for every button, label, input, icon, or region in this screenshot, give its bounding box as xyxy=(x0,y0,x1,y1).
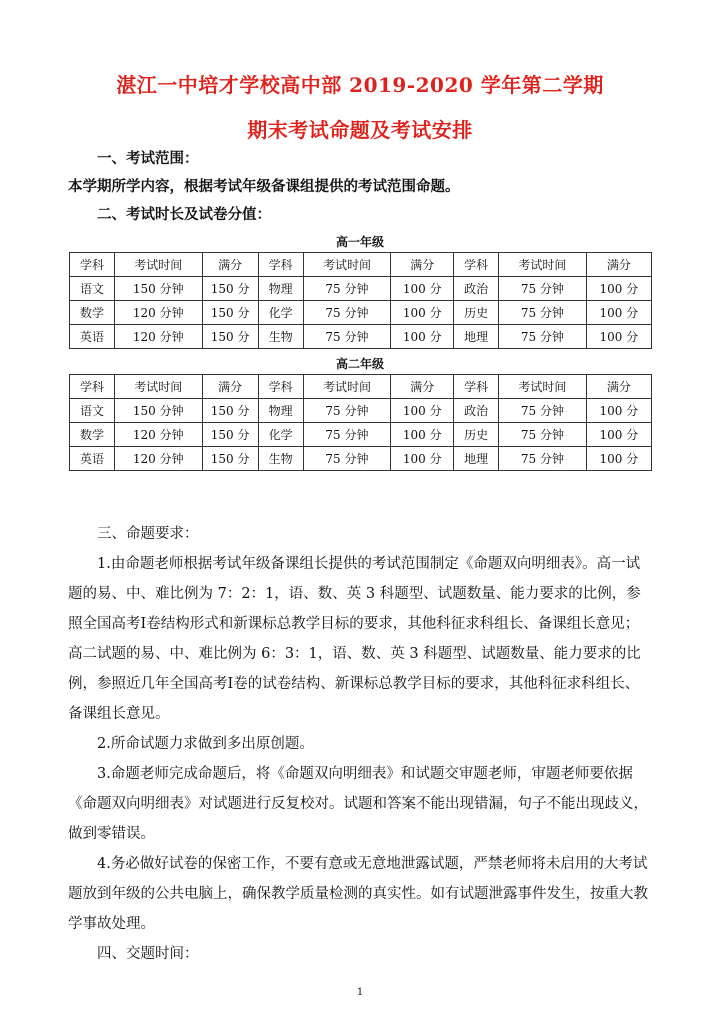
table-cell: 100 分 xyxy=(391,399,454,423)
table-cell: 75 分钟 xyxy=(499,301,587,325)
section-heading-requirements: 三、命题要求： xyxy=(97,526,199,542)
table-cell: 150 分 xyxy=(202,399,258,423)
table-cell: 100 分 xyxy=(586,325,651,349)
table-header-row xyxy=(70,375,652,399)
table-cell: 150 分钟 xyxy=(114,277,202,301)
requirement-item-3: 3.命题老师完成命题后，将《命题双向明细表》和试题交审题老师，审题老师要依据《命题双向明细表》对试题进行反复校对。试题和答案不能出现错漏，句子不能出现歧义，做到零错误。 xyxy=(68,766,648,842)
table-cell: 75 分钟 xyxy=(499,325,587,349)
table-cell: 100 分 xyxy=(391,423,454,447)
table-header-cell: 考试时间 xyxy=(303,375,391,399)
table-cell: 75 分钟 xyxy=(303,277,391,301)
table-cell: 生物 xyxy=(258,447,303,471)
table-cell: 语文 xyxy=(70,399,115,423)
table-cell: 75 分钟 xyxy=(499,423,587,447)
table-header-cell: 考试时间 xyxy=(303,253,391,277)
table-cell: 物理 xyxy=(258,399,303,423)
table-header-cell: 满分 xyxy=(391,253,454,277)
table-cell: 地理 xyxy=(454,325,499,349)
table-header-cell: 学科 xyxy=(70,375,115,399)
table-cell: 数学 xyxy=(70,301,115,325)
table-header-cell: 满分 xyxy=(586,253,651,277)
table-cell: 120 分钟 xyxy=(114,325,202,349)
exam-table-grade2 xyxy=(69,374,652,471)
table-cell: 120 分钟 xyxy=(114,447,202,471)
table-cell: 75 分钟 xyxy=(303,447,391,471)
table-row xyxy=(70,301,652,325)
table-cell: 100 分 xyxy=(586,301,651,325)
scope-text: 本学期所学内容，根据考试年级备课组提供的考试范围命题。 xyxy=(68,178,460,195)
page-number: 1 xyxy=(356,987,364,998)
table-cell: 100 分 xyxy=(391,325,454,349)
document-title: 湛江一中培才学校高中部 2019-2020 学年第二学期 xyxy=(116,73,604,97)
table-cell: 100 分 xyxy=(391,301,454,325)
table-row xyxy=(70,447,652,471)
table-header-cell: 考试时间 xyxy=(499,375,587,399)
table-cell: 化学 xyxy=(258,301,303,325)
table-cell: 历史 xyxy=(454,423,499,447)
table-cell: 120 分钟 xyxy=(114,301,202,325)
section-heading-scope: 一、考试范围： xyxy=(97,150,199,167)
table-cell: 75 分钟 xyxy=(303,399,391,423)
table-row xyxy=(70,277,652,301)
table-header-cell: 学科 xyxy=(454,375,499,399)
table-cell: 100 分 xyxy=(586,447,651,471)
requirement-item-4: 4.务必做好试卷的保密工作，不要有意或无意地泄露试题，严禁老师将未启用的大考试题放到年级的公共电脑上，确保教学质量检测的真实性。如有试题泄露事件发生，按重大教学事故处理。 xyxy=(68,856,648,932)
table-header-cell: 满分 xyxy=(202,253,258,277)
table-cell: 化学 xyxy=(258,423,303,447)
table-header-cell: 考试时间 xyxy=(114,375,202,399)
table-cell: 150 分 xyxy=(202,447,258,471)
exam-table-grade1 xyxy=(69,252,652,349)
table-header-cell: 学科 xyxy=(258,375,303,399)
table-cell: 政治 xyxy=(454,399,499,423)
table-cell: 75 分钟 xyxy=(499,399,587,423)
table-cell: 100 分 xyxy=(586,277,651,301)
table-cell: 地理 xyxy=(454,447,499,471)
table-cell: 100 分 xyxy=(586,423,651,447)
section-heading-duration: 二、考试时长及试卷分值： xyxy=(97,206,271,223)
table-cell: 英语 xyxy=(70,325,115,349)
table-cell: 75 分钟 xyxy=(303,423,391,447)
table-cell: 120 分钟 xyxy=(114,423,202,447)
table-cell: 数学 xyxy=(70,423,115,447)
table-cell: 英语 xyxy=(70,447,115,471)
section-heading-submission: 四、交题时间： xyxy=(97,946,199,962)
table-cell: 100 分 xyxy=(586,399,651,423)
table-row xyxy=(70,423,652,447)
table-cell: 150 分 xyxy=(202,423,258,447)
table-cell: 政治 xyxy=(454,277,499,301)
table-cell: 100 分 xyxy=(391,277,454,301)
table-header-cell: 考试时间 xyxy=(114,253,202,277)
table-header-cell: 学科 xyxy=(258,253,303,277)
table-cell: 150 分 xyxy=(202,277,258,301)
table-cell: 150 分 xyxy=(202,325,258,349)
table-cell: 历史 xyxy=(454,301,499,325)
table-row xyxy=(70,325,652,349)
table-header-cell: 满分 xyxy=(391,375,454,399)
table-header-cell: 考试时间 xyxy=(499,253,587,277)
table-cell: 生物 xyxy=(258,325,303,349)
table-cell: 语文 xyxy=(70,277,115,301)
table-cell: 100 分 xyxy=(391,447,454,471)
table-header-cell: 学科 xyxy=(70,253,115,277)
table-cell: 150 分钟 xyxy=(114,399,202,423)
requirements-section xyxy=(68,519,653,969)
requirement-item-1: 1.由命题老师根据考试年级备课组长提供的考试范围制定《命题双向明细表》。高一试题的易、中、难比例为 7：2：1，语、数、英 3 科题型、试题数量、能力要求的比例，参照全国高考Ⅰ卷结构形式和新课标总教学目标的要求，其他科征求科组长、备课组长意见；高二试题的易、中、难比例为 6：3：1，语、数、英 3 科题型、试题数量、能力要求的比例，参照近几年全国高考Ⅰ卷的试卷结构、新课标总教学目标的要求，其他科征求科组长、备课组长意见。 xyxy=(68,556,641,722)
table-cell: 150 分 xyxy=(202,301,258,325)
table-row xyxy=(70,399,652,423)
table-caption-grade2: 高二年级 xyxy=(335,357,384,371)
document-subtitle: 期末考试命题及考试安排 xyxy=(247,118,473,142)
table-caption-grade1: 高一年级 xyxy=(335,235,384,249)
table-header-row xyxy=(70,253,652,277)
requirement-item-2: 2.所命试题力求做到多出原创题。 xyxy=(97,736,314,752)
table-header-cell: 满分 xyxy=(586,375,651,399)
table-cell: 75 分钟 xyxy=(499,447,587,471)
table-cell: 75 分钟 xyxy=(499,277,587,301)
table-cell: 75 分钟 xyxy=(303,301,391,325)
table-cell: 物理 xyxy=(258,277,303,301)
table-header-cell: 学科 xyxy=(454,253,499,277)
table-header-cell: 满分 xyxy=(202,375,258,399)
table-cell: 75 分钟 xyxy=(303,325,391,349)
